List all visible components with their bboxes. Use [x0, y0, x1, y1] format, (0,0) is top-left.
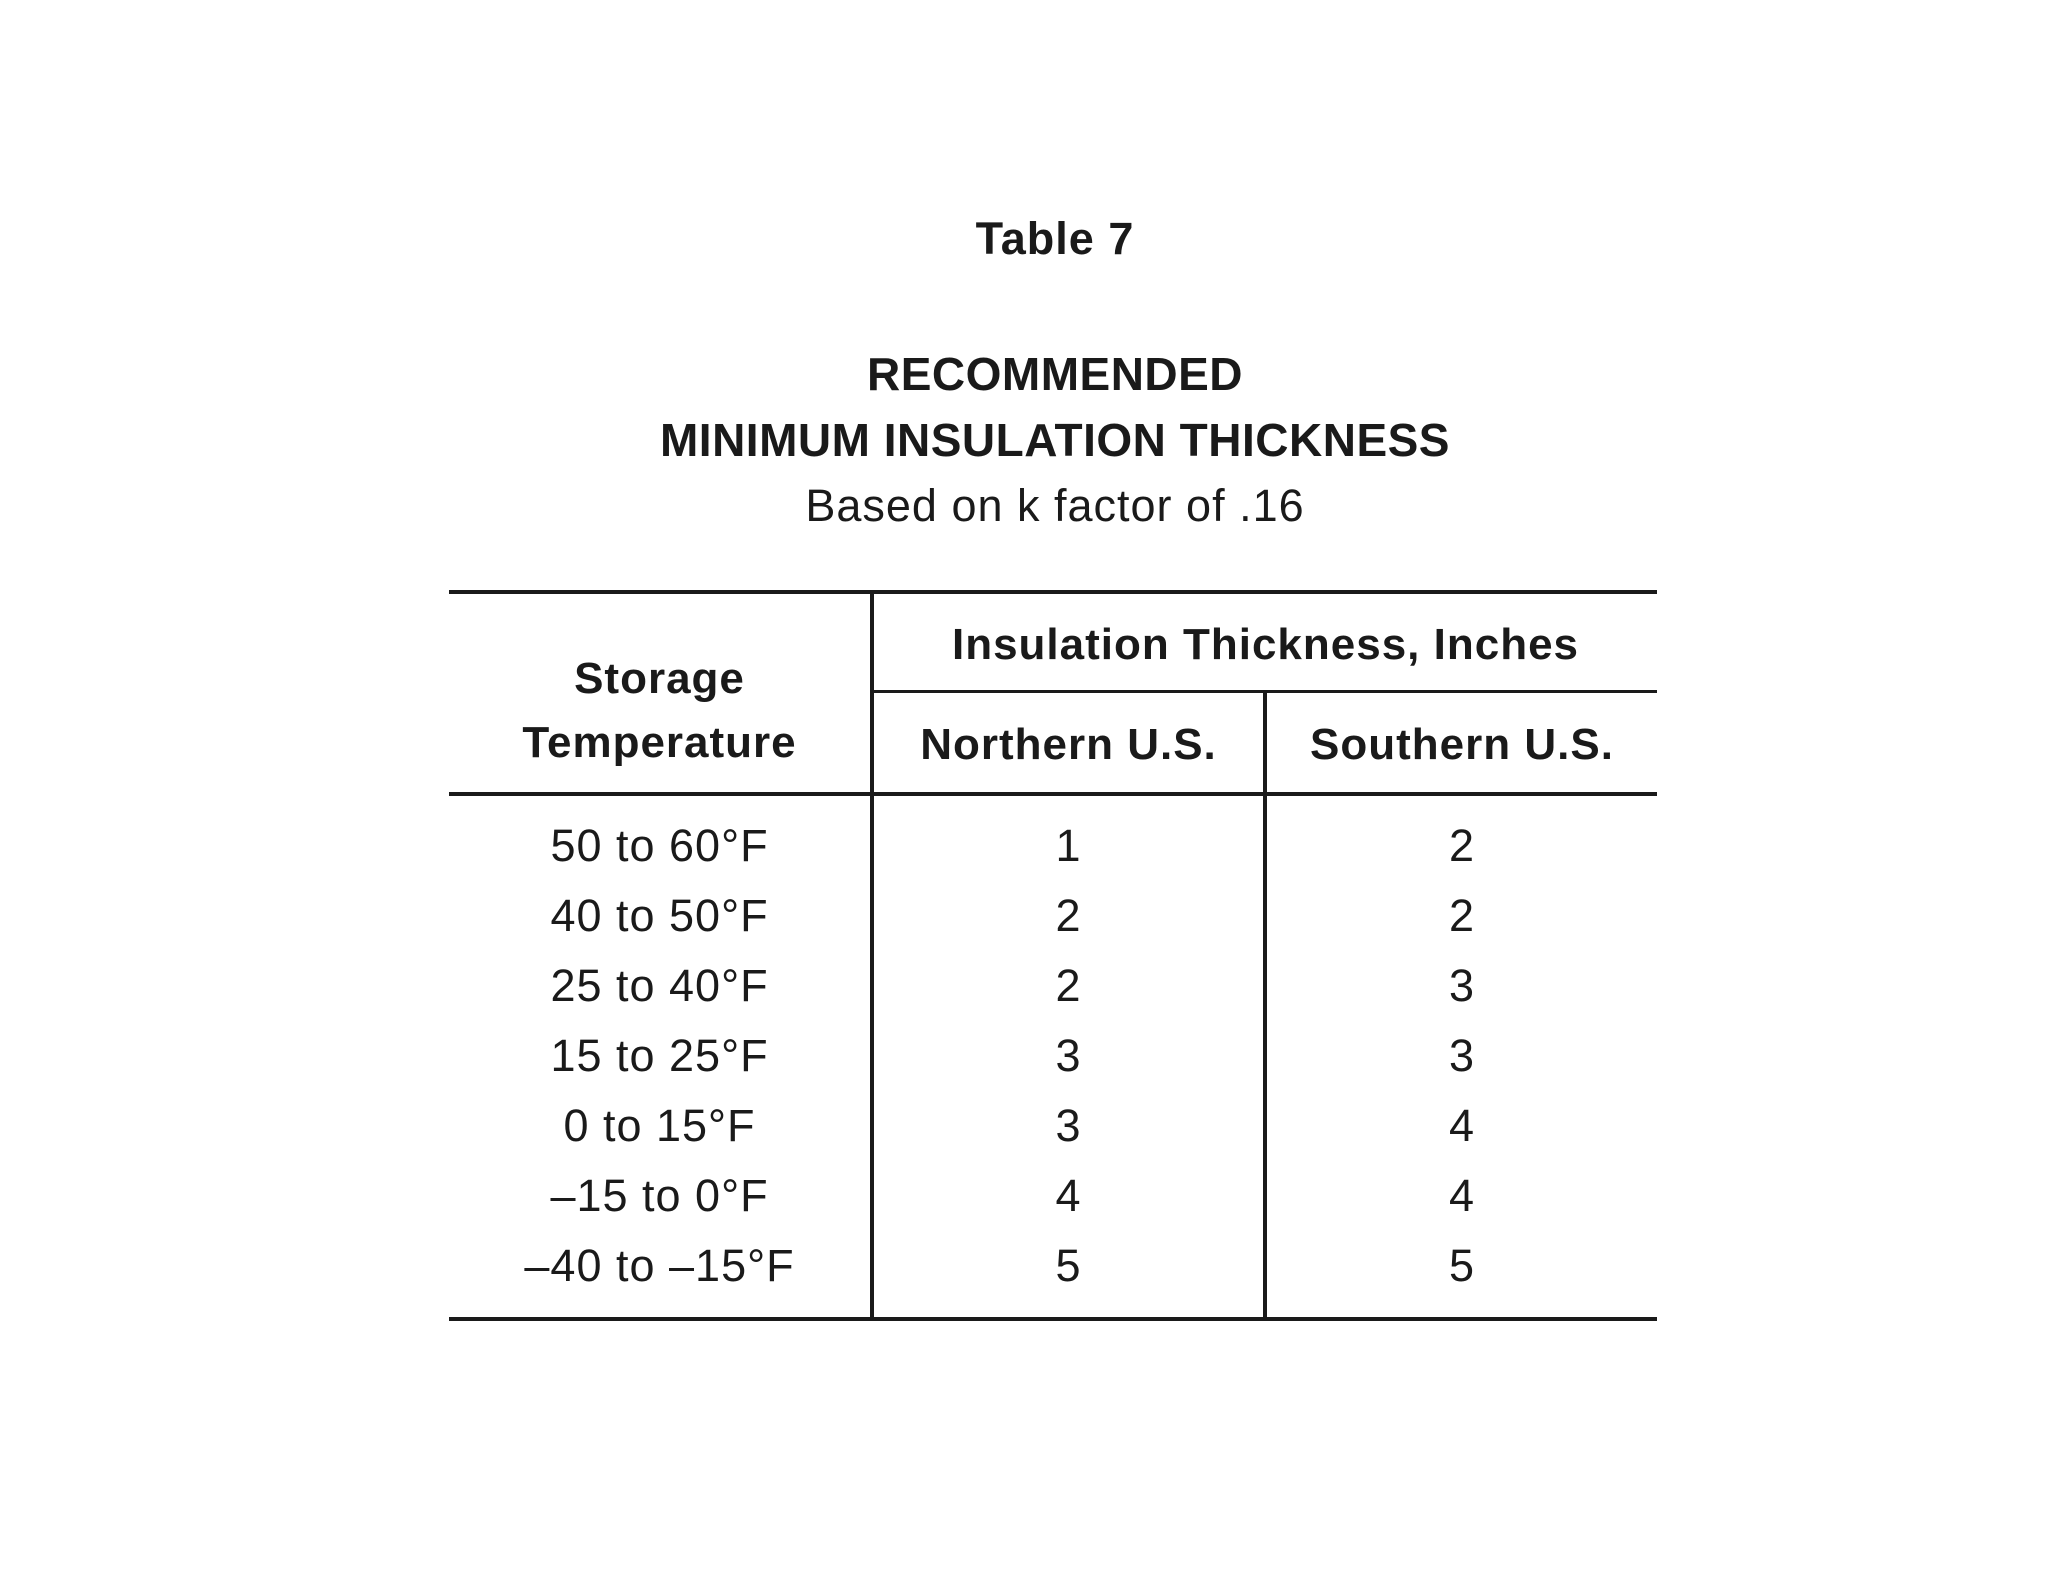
cell-storage-temperature: –15 to 0°F	[550, 1170, 769, 1221]
cell-southern-thickness: 4	[1448, 1100, 1476, 1151]
cell-northern-thickness: 1	[1055, 820, 1082, 871]
cell-northern-thickness: 2	[1055, 890, 1082, 941]
cell-southern-thickness: 4	[1448, 1170, 1476, 1221]
cell-northern-thickness: 5	[1055, 1240, 1082, 1291]
table-top-rule	[449, 590, 1657, 594]
table-number: Table 7	[975, 213, 1135, 264]
cell-storage-temperature: 40 to 50°F	[550, 890, 769, 941]
header-storage-temperature-line-1: Storage	[574, 654, 745, 703]
cell-southern-thickness: 5	[1448, 1240, 1476, 1291]
table-bottom-rule	[449, 1317, 1657, 1321]
table-title-line-2: MINIMUM INSULATION THICKNESS	[659, 414, 1450, 466]
table-subtitle: Based on k factor of .16	[805, 480, 1305, 531]
cell-southern-thickness: 3	[1448, 960, 1476, 1011]
table-title-line-1: RECOMMENDED	[866, 348, 1244, 400]
cell-northern-thickness: 3	[1055, 1030, 1082, 1081]
cell-southern-thickness: 2	[1448, 890, 1476, 941]
header-northern-us: Northern U.S.	[920, 720, 1217, 769]
header-insulation-thickness: Insulation Thickness, Inches	[951, 620, 1580, 669]
cell-southern-thickness: 2	[1448, 820, 1476, 871]
cell-storage-temperature: 25 to 40°F	[550, 960, 769, 1011]
cell-storage-temperature: 50 to 60°F	[550, 820, 769, 871]
header-bottom-rule	[449, 792, 1657, 796]
cell-southern-thickness: 3	[1448, 1030, 1476, 1081]
cell-northern-thickness: 3	[1055, 1100, 1082, 1151]
header-storage-temperature-line-2: Temperature	[522, 718, 797, 767]
cell-storage-temperature: –40 to –15°F	[524, 1240, 795, 1291]
cell-northern-thickness: 4	[1055, 1170, 1082, 1221]
cell-northern-thickness: 2	[1055, 960, 1082, 1011]
header-southern-us: Southern U.S.	[1310, 720, 1614, 769]
cell-storage-temperature: 15 to 25°F	[550, 1030, 769, 1081]
cell-storage-temperature: 0 to 15°F	[563, 1100, 756, 1151]
